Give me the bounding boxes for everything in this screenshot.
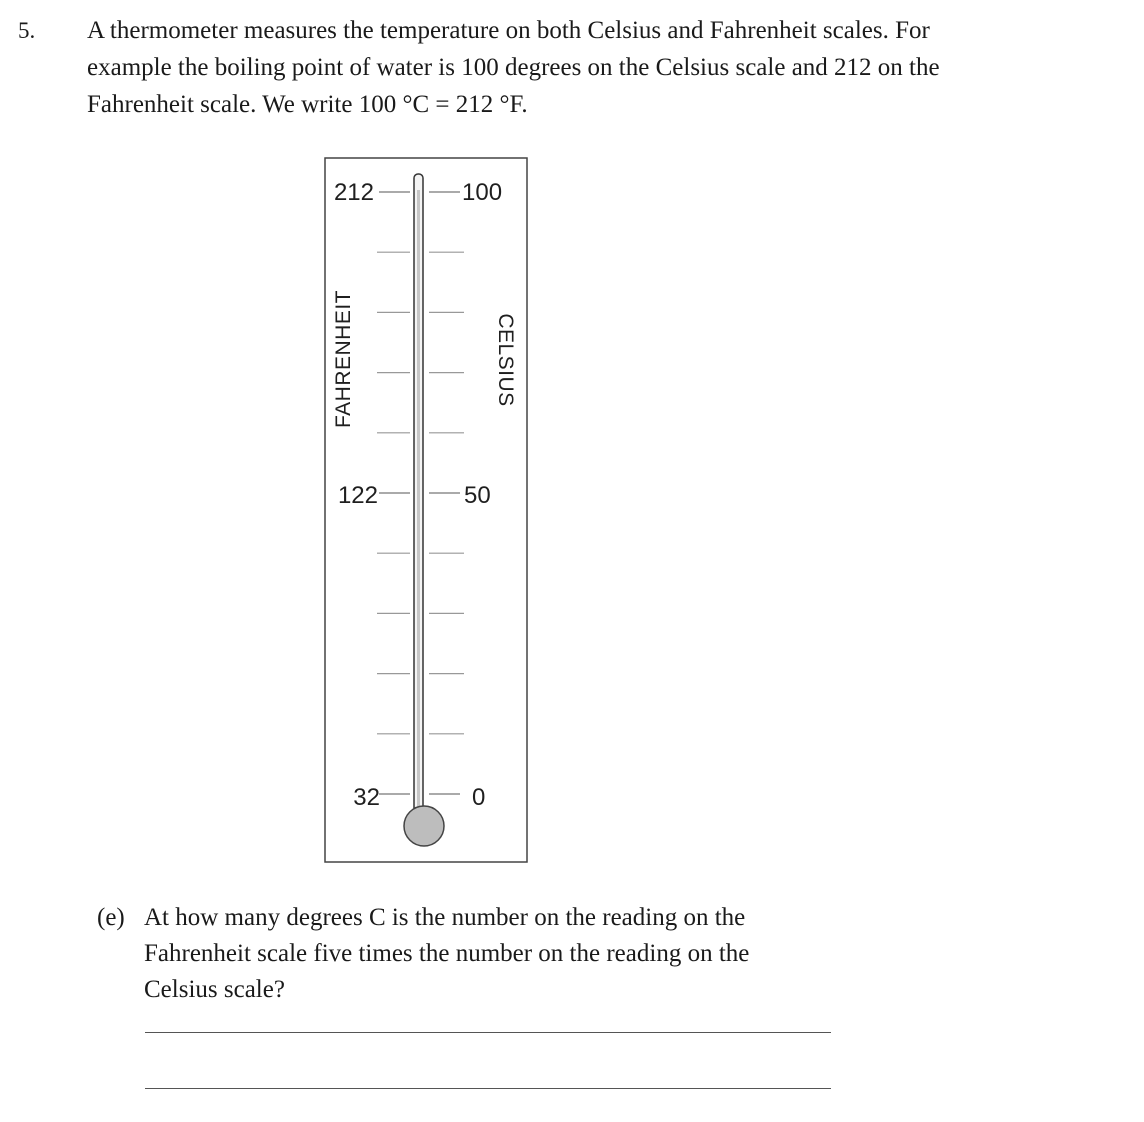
thermometer-bulb	[404, 806, 444, 846]
question-intro	[87, 12, 1077, 123]
fahrenheit-label-212: 212	[333, 179, 374, 206]
intro-line-1: A thermometer measures the temperature on both Celsius and Fahrenheit scales. For	[87, 17, 930, 44]
celsius-label-0: 0	[472, 784, 486, 811]
celsius-axis-label: CELSIUS	[494, 313, 517, 407]
part-e-question	[97, 900, 857, 1008]
intro-line-3: Fahrenheit scale. We write 100 °C = 212 °F.	[87, 91, 528, 118]
fahrenheit-label-122: 122	[337, 482, 378, 509]
answer-line-1[interactable]	[145, 1032, 831, 1033]
part-e-label: (e)	[97, 904, 125, 931]
intro-line-2: example the boiling point of water is 100 degrees on the Celsius scale and 212 on the	[87, 54, 940, 81]
fahrenheit-axis-label: FAHRENHEIT	[332, 289, 355, 429]
part-e-line-1: At how many degrees C is the number on the reading on the	[144, 904, 746, 931]
celsius-label-100: 100	[462, 179, 503, 206]
mercury-column	[417, 190, 420, 814]
part-e-line-2: Fahrenheit scale five times the number on the reading on the	[144, 940, 750, 967]
part-e-line-3: Celsius scale?	[144, 976, 285, 1003]
fahrenheit-label-32: 32	[353, 784, 380, 811]
question-number: 5.	[18, 18, 36, 43]
thermometer-figure	[316, 150, 538, 870]
thermometer-frame	[325, 158, 527, 862]
answer-line-2[interactable]	[145, 1088, 831, 1089]
celsius-label-50: 50	[464, 482, 491, 509]
thermometer-svg	[316, 150, 538, 870]
